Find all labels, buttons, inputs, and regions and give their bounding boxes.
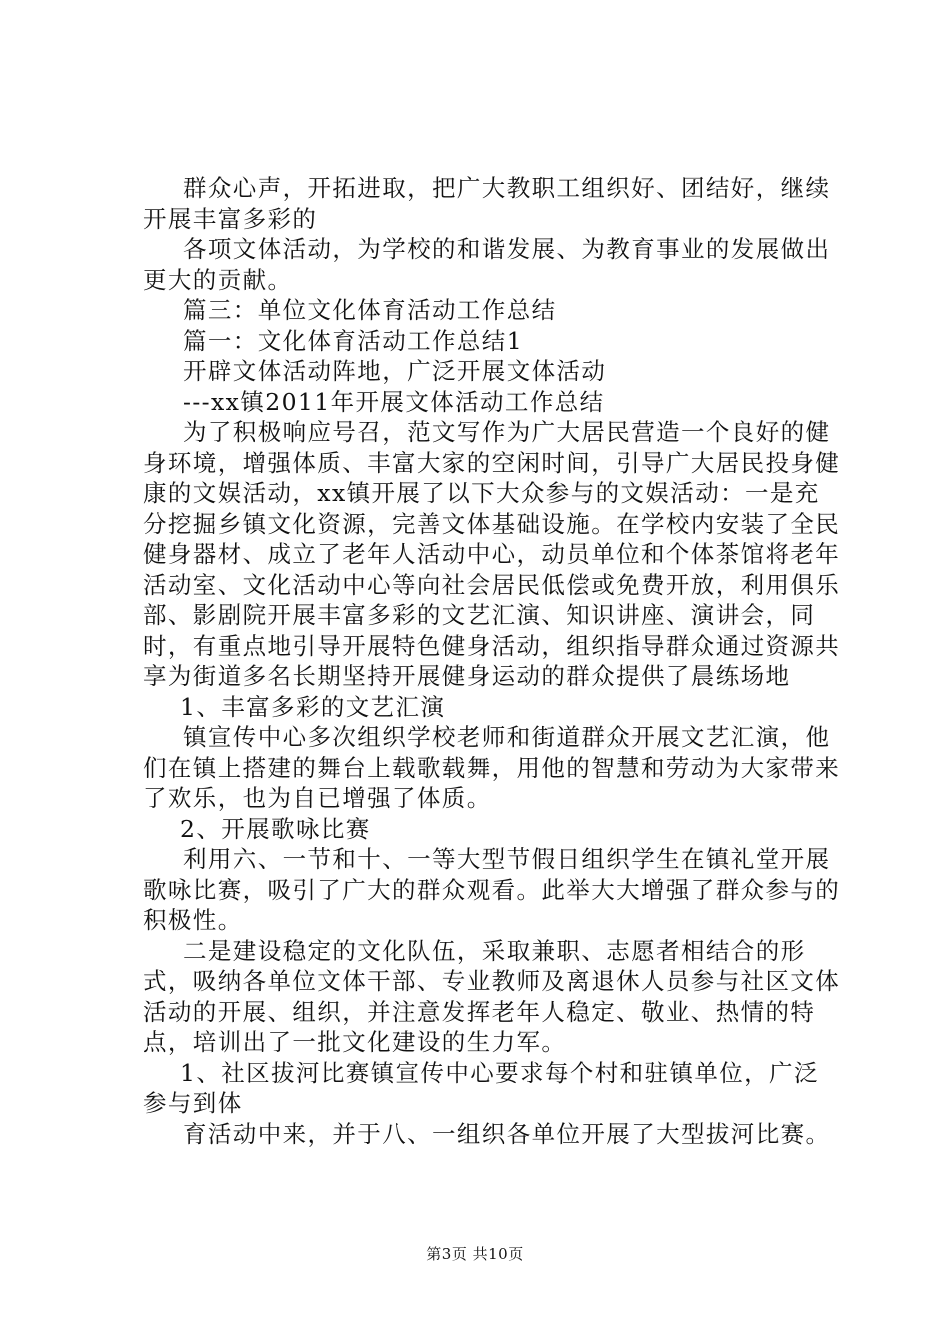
paragraph: ---xx镇2011年开展文体活动工作总结 — [183, 387, 605, 416]
paragraph: 各项文体活动，为学校的和谐发展、为教育事业的发展做出更大的贡献。 — [143, 235, 831, 294]
paragraph: 篇一：文化体育活动工作总结1 — [183, 326, 524, 355]
page-footer: 第3页 共10页 — [426, 1245, 524, 1263]
paragraph: 育活动中来，并于八、一组织各单位开展了大型拔河比赛。 — [183, 1119, 831, 1148]
paragraph: 1、丰富多彩的文艺汇演 — [180, 692, 446, 721]
paragraph: 利用六、一节和十、一等大型节假日组织学生在镇礼堂开展歌咏比赛，吸引了广大的群众观看。此举大大增强了群众参与的积极性。 — [143, 845, 841, 934]
paragraph: 开辟文体活动阵地，广泛开展文体活动 — [183, 357, 607, 385]
paragraph: 为了积极响应号召，范文写作为广大居民营造一个良好的健身环境，增强体质、丰富大家的空闲时间，引导广大居民投身健康的文娱活动，xx镇开展了以下大众参与的文娱活动：一是充分挖掘乡镇文化资源，完善文体基础设施。在学校内安装了全民健身器材、成立了老年人活动中心，动员单位和个体茶馆将老年活动室、文化活动中心等向社会居民低偿或免费开放，利用俱乐部、影剧院开展丰富多彩的文艺汇演、知识讲座、演讲会，同时，有重点地引导开展特色健身活动，组织指导群众通过资源共享为街道多名长期坚持开展健身运动的群众提供了晨练场地 — [143, 418, 841, 690]
paragraph: 篇三：单位文化体育活动工作总结 — [183, 296, 557, 324]
paragraph: 2、开展歌咏比赛 — [180, 814, 371, 843]
document-body — [143, 173, 843, 1149]
paragraph: 群众心声，开拓进取，把广大教职工组织好、团结好，继续开展丰富多彩的 — [143, 174, 831, 233]
paragraph: 镇宣传中心多次组织学校老师和街道群众开展文艺汇演，他们在镇上搭建的舞台上载歌载舞，用他的智慧和劳动为大家带来了欢乐，也为自已增强了体质。 — [143, 723, 841, 812]
paragraph: 二是建设稳定的文化队伍，采取兼职、志愿者相结合的形式，吸纳各单位文体干部、专业教师及离退休人员参与社区文体活动的开展、组织，并注意发挥老年人稳定、敬业、热情的特点，培训出了一批文化建设的生力军。 — [143, 936, 841, 1056]
paragraph: 1、社区拔河比赛镇宣传中心要求每个村和驻镇单位，广泛参与到体 — [143, 1058, 819, 1117]
